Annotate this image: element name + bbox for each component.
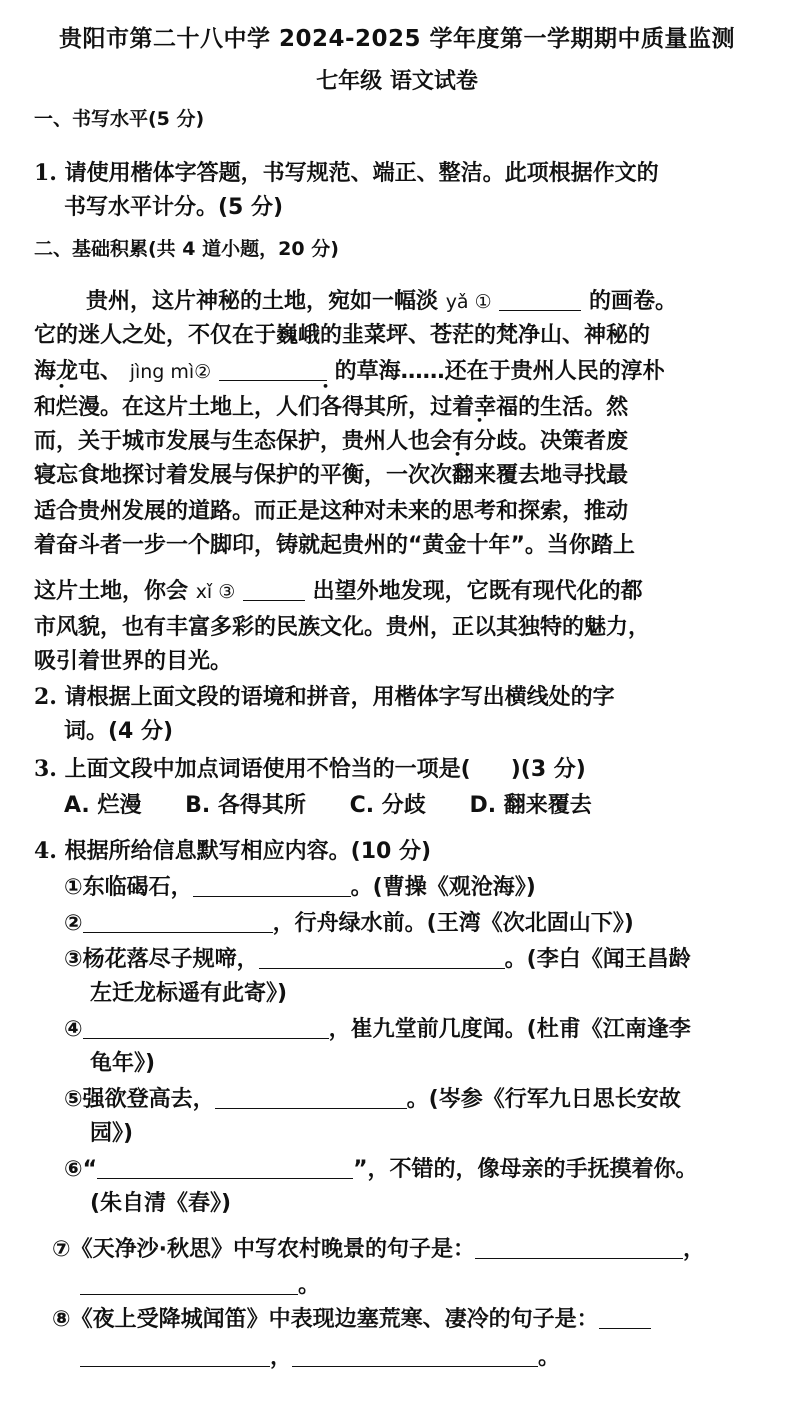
blank-4-8c[interactable] — [292, 1344, 538, 1367]
item-text: ， — [270, 1345, 293, 1370]
passage-line-4 — [34, 390, 628, 421]
blank-4-6[interactable] — [97, 1156, 353, 1179]
item-text: ⑤强欲登高去， — [64, 1087, 215, 1112]
q2-text-2: 词。(4 分) — [64, 719, 174, 744]
q3-text: 上面文段中加点词语使用不恰当的一项是( — [64, 757, 471, 782]
item-text: 。 — [298, 1273, 321, 1298]
q4-text: 根据所给信息默写相应内容。(10 分) — [64, 839, 432, 864]
dotted-word-3: 分歧 — [474, 429, 519, 454]
blank-2[interactable] — [219, 358, 327, 381]
passage-line-11: 吸引着世界的目光。 — [34, 649, 233, 674]
passage-line-5 — [34, 424, 628, 455]
blank-4-4[interactable] — [83, 1016, 329, 1039]
blank-4-7a[interactable] — [475, 1236, 683, 1259]
section-1-heading: 一、书写水平(5 分) — [34, 108, 205, 130]
q3-score: )(3 分) — [510, 757, 586, 782]
pinyin-3: xǐ ③ — [195, 581, 236, 603]
item-text: ，崔九堂前几度闻。(杜甫《江南逢李 — [328, 1017, 691, 1042]
passage-text: 这片土地，你会 — [34, 579, 189, 604]
item-text: ② — [64, 911, 83, 936]
q4-item-8 — [52, 1302, 651, 1333]
q1-text-1: 请使用楷体字答题，书写规范、端正、整洁。此项根据作文的 — [64, 161, 659, 186]
item-text: ⑦《天净沙·秋思》中写农村晚景的句子是： — [52, 1237, 475, 1262]
q4-item-8-cont — [80, 1340, 560, 1371]
item-text: ③杨花落尽子规啼， — [64, 947, 259, 972]
item-text: 。(岑参《行军九日思长安故 — [406, 1087, 681, 1112]
passage-line-1 — [86, 284, 677, 315]
passage-line-2: 它的迷人之处，不仅在于巍峨的韭菜坪、苍茫的梵净山、神秘的 — [34, 323, 651, 348]
item-text: ， — [683, 1237, 706, 1262]
passage-text: 的草海……还在于贵州人民的淳朴 — [334, 359, 665, 384]
dotted-word-4: 翻来覆去 — [452, 463, 541, 488]
q4-item-6 — [64, 1152, 698, 1183]
item-text: ⑥“ — [64, 1157, 98, 1182]
item-text: ①东临碣石， — [64, 875, 193, 900]
dotted-word-1: 烂漫 — [56, 395, 101, 420]
item-text: 。(李白《闻王昌龄 — [504, 947, 691, 972]
passage-text: 的画卷。 — [589, 289, 678, 314]
q4-item-4 — [64, 1012, 691, 1043]
q1-number: 1. — [34, 160, 57, 186]
blank-1[interactable] — [499, 288, 581, 311]
passage-text: 。在这片土地上，人们 — [100, 395, 321, 420]
passage-text: 。决策者废 — [518, 429, 629, 454]
blank-4-1[interactable] — [193, 874, 351, 897]
q4-item-3-cont: 左迁龙标遥有此寄》) — [90, 981, 288, 1006]
blank-4-7b[interactable] — [80, 1272, 298, 1295]
passage-line-8: 着奋斗者一步一个脚印，铸就起贵州的“黄金十年”。当你踏上 — [34, 533, 635, 558]
q4-item-4-cont: 龟年》) — [90, 1051, 156, 1076]
passage-text: 寝忘食地探讨着发展与保护的平衡，一次次 — [34, 463, 453, 488]
q4-item-3 — [64, 942, 691, 973]
item-text: ”，不错的，像母亲的手抚摸着你。 — [353, 1157, 698, 1182]
passage-line-7: 适合贵州发展的道路。而正是这种对未来的思考和探索，推动 — [34, 499, 629, 524]
blank-3[interactable] — [243, 578, 305, 601]
passage-line-9 — [34, 574, 643, 605]
passage-line-10: 市风貌，也有丰富多彩的民族文化。贵州，正以其独特的魅力， — [34, 615, 651, 640]
section-2-heading: 二、基础积累(共 4 道小题，20 分) — [34, 238, 339, 260]
blank-4-3[interactable] — [259, 946, 505, 969]
q1-line-1 — [34, 156, 659, 187]
passage-text: 贵州，这片神秘的土地，宛如一幅淡 — [86, 289, 439, 314]
blank-4-5[interactable] — [215, 1086, 407, 1109]
q1-text-2: 书写水平计分。(5 分) — [64, 195, 284, 220]
exam-title: 贵阳市第二十八中学 2024-2025 学年度第一学期期中质量监测 — [58, 26, 736, 52]
item-text: 。 — [538, 1345, 561, 1370]
pinyin-2: jìng mì② — [129, 361, 212, 383]
q2-number: 2. — [34, 684, 57, 710]
dotted-word-2: 各得其所 — [320, 395, 409, 420]
passage-text: 和 — [34, 395, 57, 420]
passage-text: 地寻找最 — [540, 463, 629, 488]
exam-subtitle: 七年级 语文试卷 — [316, 69, 478, 94]
q4-item-1 — [64, 870, 536, 901]
q4-line — [34, 834, 431, 865]
q4-item-7-cont — [80, 1268, 320, 1299]
q3-option-a[interactable]: A. 烂漫 — [64, 793, 142, 818]
q4-number: 4. — [34, 838, 57, 864]
passage-line-6 — [34, 458, 628, 489]
q3-number: 3. — [34, 756, 57, 782]
blank-4-8a[interactable] — [599, 1306, 651, 1329]
passage-text: 出望外地发现，它既有现代化的都 — [312, 579, 643, 604]
item-text: 。(曹操《观沧海》) — [350, 875, 536, 900]
q3-option-d[interactable]: D. 翻来覆去 — [469, 793, 592, 818]
passage-text: 而，关于城市发展与生态保护，贵州人也会有 — [34, 429, 475, 454]
q4-item-2 — [64, 906, 634, 937]
passage-line-3 — [34, 354, 665, 385]
q3-option-b[interactable]: B. 各得其所 — [185, 793, 306, 818]
q3-line — [34, 752, 586, 783]
blank-4-8b[interactable] — [80, 1344, 270, 1367]
q2-line-1 — [34, 680, 615, 711]
item-text: ⑧《夜上受降城闻笛》中表现边塞荒寒、凄冷的句子是： — [52, 1307, 599, 1332]
q3-options — [64, 788, 628, 819]
passage-text: 海龙屯、 — [34, 359, 123, 384]
q4-item-7 — [52, 1232, 705, 1263]
blank-4-2[interactable] — [83, 910, 273, 933]
q4-item-5 — [64, 1082, 681, 1113]
passage-text: ，过着幸福的生活。然 — [408, 395, 629, 420]
q4-item-5-cont: 园》) — [90, 1121, 134, 1146]
pinyin-1: yǎ ① — [445, 291, 492, 313]
q4-item-6-cont: (朱自清《春》) — [90, 1191, 232, 1216]
q3-option-c[interactable]: C. 分歧 — [349, 793, 426, 818]
q2-text-1: 请根据上面文段的语境和拼音，用楷体字写出横线处的字 — [64, 685, 615, 710]
item-text: ④ — [64, 1017, 83, 1042]
item-text: ，行舟绿水前。(王湾《次北固山下》) — [272, 911, 634, 936]
